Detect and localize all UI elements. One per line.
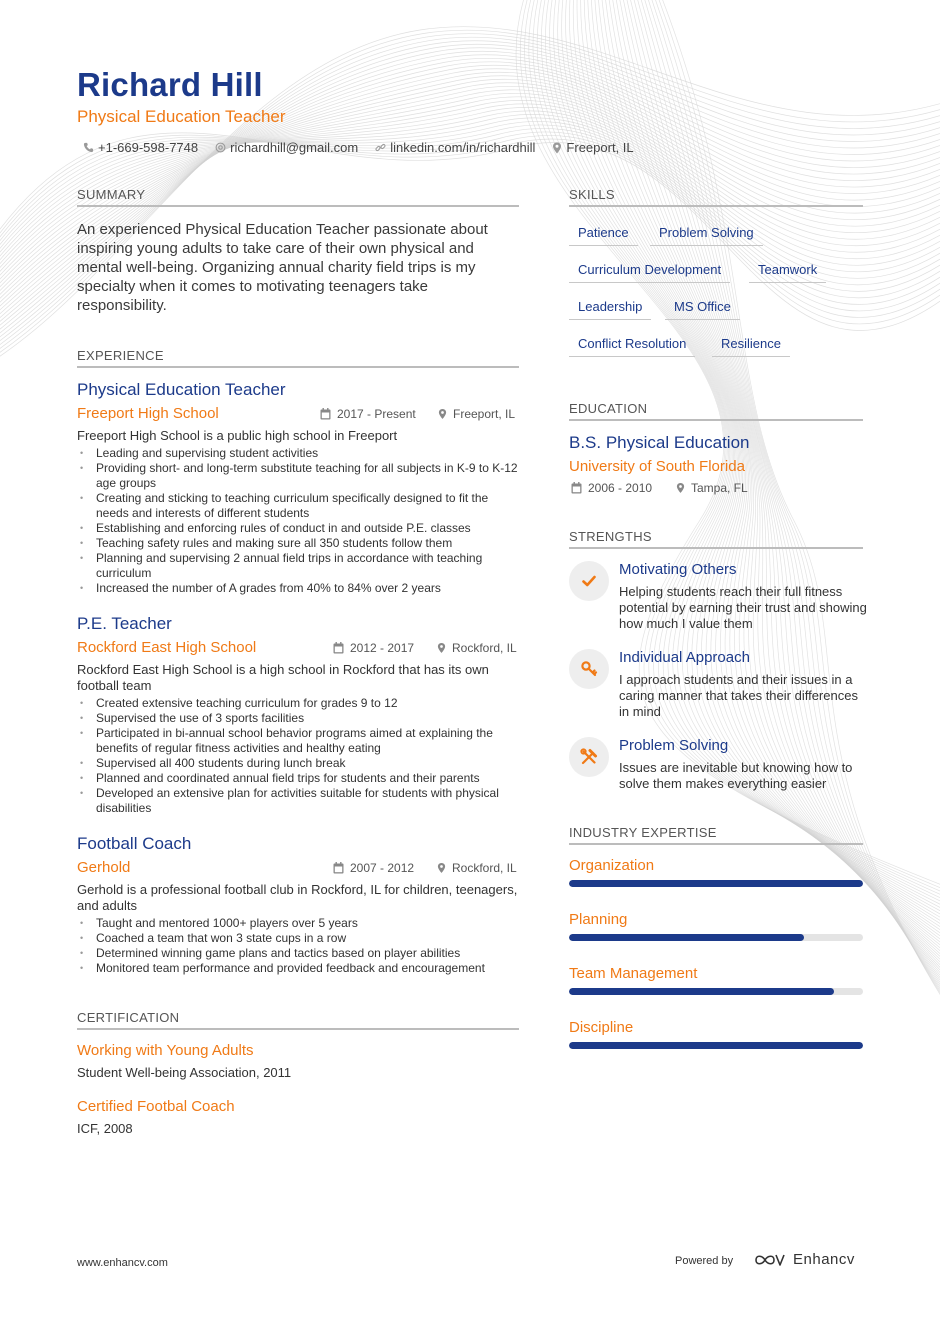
bullet-item: • Determined winning game plans and tactics based on player abilities (77, 946, 519, 961)
bullet-item: • Participated in bi-annual school behavior programs aimed at explaining the benefits of regular fitness activities and healthy eating (77, 726, 519, 756)
location-pin-icon (552, 142, 562, 154)
job-dates (333, 641, 414, 655)
location-text: Freeport, IL (566, 140, 634, 155)
bullet-item: • Supervised the use of 3 sports facilities (77, 711, 519, 726)
candidate-title: Physical Education Teacher (77, 107, 286, 126)
key-icon (580, 660, 598, 678)
strength-icon-badge (569, 737, 609, 777)
bullet-item: • Teaching safety rules and making sure all 350 students follow them (77, 536, 519, 551)
expertise-label: Discipline (569, 1019, 634, 1036)
job-title: Physical Education Teacher (77, 380, 286, 399)
job-location (437, 641, 517, 655)
bullet-item: • Leading and supervising student activities (77, 446, 519, 461)
summary-heading: SUMMARY (77, 187, 519, 207)
enhancv-logo-icon (754, 1252, 786, 1268)
contact-linkedin[interactable] (375, 140, 535, 155)
contact-location (552, 140, 633, 155)
calendar-icon (571, 482, 582, 494)
education-degree: B.S. Physical Education (569, 433, 750, 452)
bullet-item: • Increased the number of A grades from 40% to 84% over 2 years (77, 581, 519, 596)
contact-phone[interactable] (83, 140, 198, 155)
skill-tag: Teamwork (749, 262, 826, 283)
strength-icon-badge (569, 649, 609, 689)
expertise-bar-fill (569, 1042, 863, 1049)
skill-tag: MS Office (665, 299, 740, 320)
skill-tag: Patience (569, 225, 638, 246)
bullet-item: • Taught and mentored 1000+ players over 5 years (77, 916, 519, 931)
cert-title: Certified Footbal Coach (77, 1098, 235, 1115)
job-title: Football Coach (77, 834, 192, 853)
candidate-name: Richard Hill (77, 66, 263, 103)
bullet-item: • Providing short- and long-term substitute teaching for all subjects in K-9 to K-12 age groups (77, 461, 519, 491)
skill-tag: Problem Solving (650, 225, 763, 246)
at-icon (215, 142, 226, 153)
job-description: Freeport High School is a public high school in Freeport (77, 428, 398, 443)
job-title: P.E. Teacher (77, 614, 172, 633)
strength-description: Issues are inevitable but knowing how to solve them makes everything easier (619, 760, 853, 791)
strength-title: Motivating Others (619, 561, 737, 578)
job-location-text: Rockford, IL (452, 641, 517, 655)
strength-title: Individual Approach (619, 649, 750, 666)
location-pin-icon (438, 408, 447, 420)
phone-text: +1-669-598-7748 (98, 140, 199, 155)
hammer-wrench-icon (580, 748, 598, 766)
calendar-icon (333, 862, 344, 874)
bullet-item: • Planning and supervising 2 annual field trips in accordance with teaching curriculum (77, 551, 519, 581)
contact-email[interactable] (215, 140, 358, 155)
strength-description: Helping students reach their full fitness potential by earning their trust and showing how much I value them (619, 584, 867, 631)
bullet-item: • Monitored team performance and provided feedback and encouragement (77, 961, 519, 976)
expertise-bar (569, 1042, 863, 1049)
location-pin-icon (437, 642, 446, 654)
cert-title: Working with Young Adults (77, 1042, 254, 1059)
job-location-text: Freeport, IL (453, 407, 516, 421)
job-company: Freeport High School (77, 405, 219, 422)
skill-tag: Curriculum Development (569, 262, 730, 283)
education-heading: EDUCATION (569, 401, 863, 421)
strength-icon-badge (569, 561, 609, 601)
job-location (437, 861, 517, 875)
location-pin-icon (437, 862, 446, 874)
summary-text: An experienced Physical Education Teacher passionate about inspiring young adults to take care of their own physical and mental well-being. Organizing annual charity field trips is my specialty when it comes to motivating teenagers take responsibility. (77, 221, 488, 314)
job-location (438, 407, 515, 421)
bullet-item: • Supervised all 400 students during lunch break (77, 756, 519, 771)
bullet-item: • Creating and sticking to teaching curriculum specifically designed to fit the needs and interests of different students (77, 491, 519, 521)
job-bullets (77, 916, 519, 976)
skill-tag: Resilience (712, 336, 790, 357)
job-dates-text: 2012 - 2017 (350, 641, 415, 655)
education-location (676, 481, 748, 495)
bullet-item: • Created extensive teaching curriculum for grades 9 to 12 (77, 696, 519, 711)
job-company: Rockford East High School (77, 639, 257, 656)
expertise-bar-fill (569, 880, 863, 887)
job-description: Rockford East High School is a high school in Rockford that has its own football team (77, 662, 489, 693)
industry-expertise-heading: INDUSTRY EXPERTISE (569, 825, 863, 845)
cert-subtitle: ICF, 2008 (77, 1121, 133, 1136)
calendar-icon (333, 642, 344, 654)
skill-tag: Conflict Resolution (569, 336, 695, 357)
bullet-item: • Establishing and enforcing rules of conduct in and outside P.E. classes (77, 521, 519, 536)
expertise-bar-fill (569, 934, 804, 941)
expertise-bar-fill (569, 988, 834, 995)
contact-bar (83, 140, 651, 155)
job-bullets (77, 446, 519, 596)
expertise-bar (569, 934, 863, 941)
job-bullets (77, 696, 519, 816)
email-text: richardhill@gmail.com (230, 140, 359, 155)
experience-heading: EXPERIENCE (77, 348, 519, 368)
enhancv-logo[interactable] (754, 1251, 855, 1268)
footer-website[interactable]: www.enhancv.com (77, 1257, 168, 1269)
certification-heading: CERTIFICATION (77, 1010, 519, 1030)
calendar-icon (320, 408, 331, 420)
education-dates-text: 2006 - 2010 (588, 481, 653, 495)
strengths-heading: STRENGTHS (569, 529, 863, 549)
skill-tag: Leadership (569, 299, 651, 320)
link-icon (375, 142, 386, 153)
location-pin-icon (676, 482, 685, 494)
education-location-text: Tampa, FL (691, 481, 748, 495)
job-dates (333, 861, 414, 875)
footer-powered-by: Powered by (675, 1255, 734, 1267)
brand-name: Enhancv (793, 1251, 855, 1268)
expertise-label: Planning (569, 911, 628, 928)
job-location-text: Rockford, IL (452, 861, 517, 875)
job-description: Gerhold is a professional football club in Rockford, IL for children, teenagers, and adults (77, 882, 518, 913)
expertise-bar (569, 988, 863, 995)
cert-subtitle: Student Well-being Association, 2011 (77, 1065, 292, 1080)
strength-title: Problem Solving (619, 737, 729, 754)
job-dates-text: 2017 - Present (337, 407, 416, 421)
bullet-item: • Planned and coordinated annual field trips for students and their parents (77, 771, 519, 786)
expertise-label: Organization (569, 857, 655, 874)
expertise-bar (569, 880, 863, 887)
phone-icon (83, 142, 94, 153)
expertise-label: Team Management (569, 965, 698, 982)
strength-description: I approach students and their issues in a caring manner that takes their differences in mind (619, 672, 858, 719)
bullet-item: • Coached a team that won 3 state cups in a row (77, 931, 519, 946)
linkedin-text: linkedin.com/in/richardhill (390, 140, 536, 155)
bullet-item: • Developed an extensive plan for activities suitable for students with physical disabilities (77, 786, 519, 816)
job-company: Gerhold (77, 859, 131, 876)
skills-heading: SKILLS (569, 187, 863, 207)
job-dates (320, 407, 416, 421)
education-dates (571, 481, 652, 495)
education-school: University of South Florida (569, 458, 745, 475)
job-dates-text: 2007 - 2012 (350, 861, 415, 875)
checkmark-icon (581, 573, 597, 589)
